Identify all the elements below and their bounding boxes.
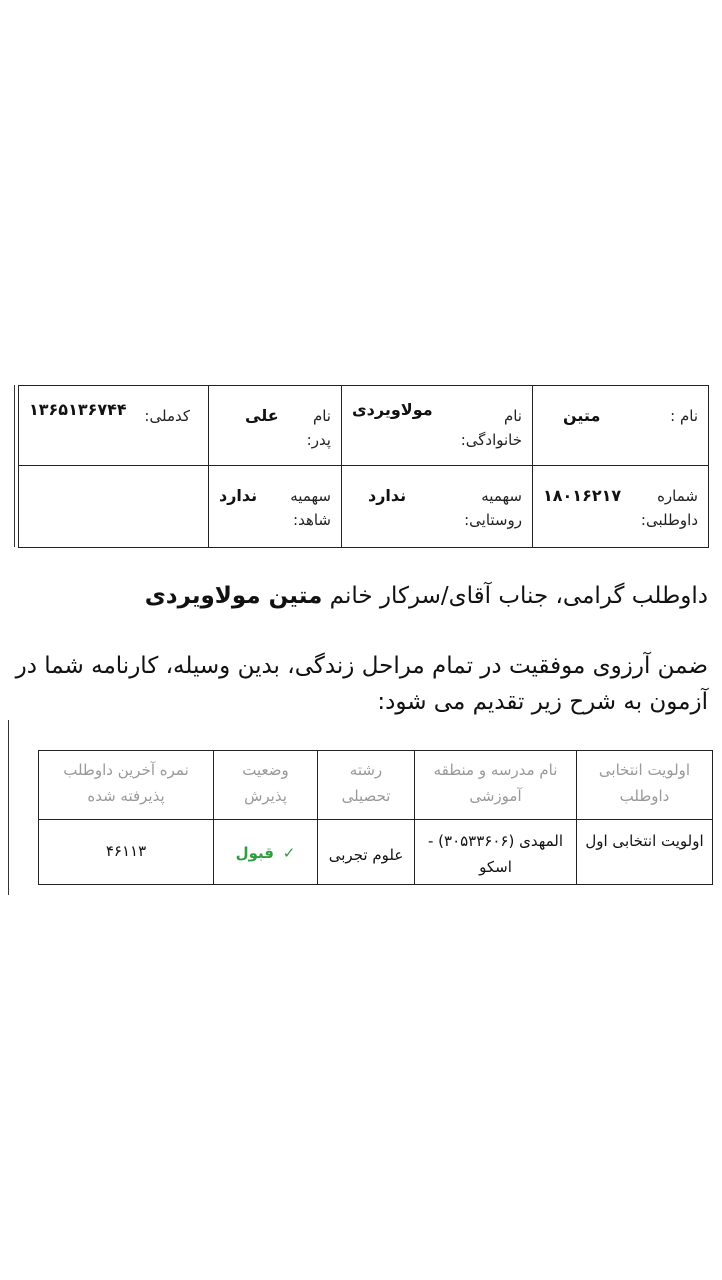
name-value: متین (563, 406, 601, 425)
name-cell (533, 386, 709, 466)
candidate-number-cell (533, 466, 709, 548)
info-row-2 (19, 466, 709, 548)
message-text: ضمن آرزوی موفقیت در تمام مراحل زندگی، بدین وسیله، کارنامه شما در آزمون به شرح زیر تقدیم می شود: (15, 653, 708, 715)
rural-quota-value: ندارد (368, 486, 407, 505)
national-id-value: ۱۳۶۵۱۳۶۷۴۴ (29, 400, 127, 419)
national-id-cell (19, 386, 209, 466)
cell-last-score: ۴۶۱۱۳ (39, 820, 214, 885)
left-border-line-2 (8, 720, 9, 895)
family-label: نام خانوادگی: (460, 407, 522, 449)
results-data-row (39, 820, 713, 885)
family-value: مولاویردی (352, 400, 433, 419)
info-row-1 (19, 386, 709, 466)
father-value: علی (245, 406, 279, 425)
candidate-info-table (18, 385, 709, 548)
family-cell (342, 386, 533, 466)
father-cell (209, 386, 342, 466)
candidate-number-value: ۱۸۰۱۶۲۱۷ (543, 486, 622, 505)
header-field: رشته تحصیلی (318, 751, 415, 820)
header-last-score: نمره آخرین داوطلب پذیرفته شده (39, 751, 214, 820)
greeting-line (14, 578, 708, 614)
results-header-row (39, 751, 713, 820)
name-label: نام : (670, 407, 698, 425)
results-table (38, 750, 713, 885)
header-priority: اولویت انتخابی داوطلب (577, 751, 713, 820)
cell-priority: اولویت انتخابی اول (577, 820, 713, 885)
header-status: وضعیت پذیرش (214, 751, 318, 820)
greeting-name: متین مولاویردی (144, 583, 323, 609)
cell-school: المهدی (۳۰۵۳۳۶۰۶) - اسکو (415, 820, 577, 885)
empty-cell (19, 466, 209, 548)
check-icon: ✓ (282, 844, 296, 862)
shahed-quota-cell (209, 466, 342, 548)
shahed-quota-value: ندارد (219, 486, 258, 505)
candidate-number-label: شماره داوطلبی: (640, 487, 698, 529)
status-value: قبول (235, 844, 274, 862)
left-border-line (14, 385, 15, 547)
rural-quota-label: سهمیه روستایی: (464, 487, 522, 529)
shahed-quota-label: سهمیه شاهد: (290, 487, 331, 529)
national-id-label: کدملی: (144, 407, 190, 425)
cell-status (214, 820, 318, 885)
rural-quota-cell (342, 466, 533, 548)
father-label: نام پدر: (306, 407, 331, 449)
header-school: نام مدرسه و منطقه آموزشی (415, 751, 577, 820)
cell-field: علوم تجربی (318, 820, 415, 885)
greeting-prefix: داوطلب گرامی، جناب آقای/سرکار خانم (329, 583, 708, 609)
